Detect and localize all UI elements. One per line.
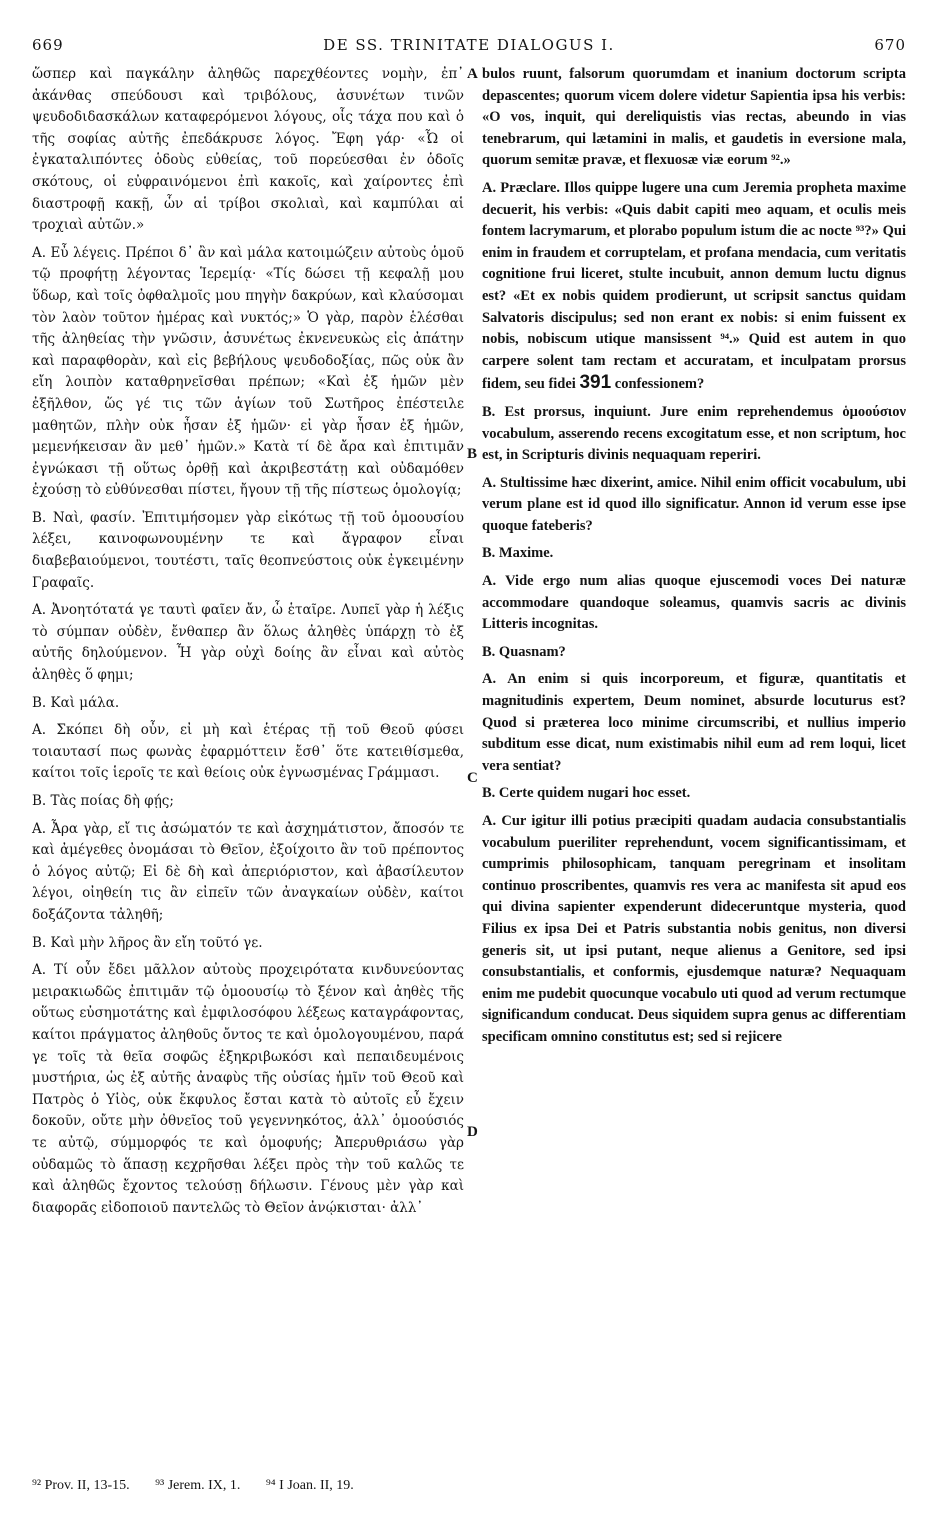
running-header [32,36,906,58]
page-number-left: 669 [32,36,64,54]
latin-paragraph: B. Quasnam? [482,643,566,660]
footnote: ⁹⁴ I Joan. II, 19. [265,1478,354,1493]
page-number-right: 670 [874,36,906,54]
section-marker-d: D [467,1124,478,1140]
latin-paragraph: B. Est prorsus, inquiunt. Jure enim reprehendemus ὁμοούσιον vocabulum, asserendo recens excogitatum esse, et non scriptum, hoc est, in Scripturis divinis nequaquam reperiri. [482,403,906,464]
section-marker-c: C [467,770,478,786]
latin-paragraph: A. Vide ergo num alias quoque ejuscemodi voces Dei naturæ accommodare quandoque soleamus, quamvis sacris ac divinis Litteris incognitas. [482,573,906,633]
latin-paragraph-text: A. Præclare. Illos quippe lugere una cum Jeremia propheta maxime decuerit, his verbis: «Quis dabit capiti meo aquam, et oculis meis fontem lacrymarum, et plorabo populum istum die ac nocte ⁹³?» Qui enim in fraudem et corruptelam, et profana mendacia, cum veritatis cognitione frui liceret, stulte incubuit, annon demum luctu dignus est? «Et ex nobis quidem prodierunt, ut scripsit sanctus quidam Salvatoris discipulus; sed non erant ex nobis: si enim fuissent ex nobis, nobiscum utique mansissent ⁹⁴.» Quid est autem in quo carpere solent tam rectam et accuratam, et inculpatam prorsus fidem, seu fidei [482,179,906,393]
greek-paragraph: Α. Ἀνοητότατά γε ταυτὶ φαῖεν ἄν, ὦ ἑταῖρε. Λυπεῖ γὰρ ἡ λέξις τὸ σύμπαν οὐδὲν, ἔνθαπερ ἂν ὅλως ἀληθὲς ὑπάρχῃ τὸ ἐξ αὐτῆς δηλούμενον. Ἦ γὰρ οὐχὶ δοίης ἂν εἶναι καὶ αὐτὸς ἀληθὲς ὅ φημι; [32,602,464,684]
greek-column [32,64,464,1225]
section-marker-a: A [467,66,478,82]
latin-paragraph: B. Maxime. [482,545,554,562]
greek-paragraph: ὥσπερ καὶ παγκάλην ἀληθῶς παρεχθέοντες νομὴν, ἐπ᾽ ἀκάνθας σπεύδουσι καὶ τριβόλους, ἀσυνέτων τινῶν ψευδοδιδασκάλων καταφερόμενοι λόγους, οἷς τάχα που καὶ ὁ τῆς σοφίας αὐτῆς ἐπεδάκρυσε λόγος. Ἔφη γάρ· «Ὦ οἱ ἐγκαταλιπόντες ὁδοὺς εὐθείας, τοῦ πορεύεσθαι ἐν ὁδοῖς σκότους, οἱ εὐφραινόμενοι ἐπὶ κακοῖς, καὶ χαίροντες ἐπὶ διαστροφῇ κακῇ, ὧν αἱ τρίβοι σκολιαὶ, καὶ καμπύλαι αἱ τροχιαὶ αὐτῶν.» [32,66,464,234]
footnotes [32,1478,906,1494]
greek-paragraph: Α. Σκόπει δὴ οὖν, εἰ μὴ καὶ ἑτέρας τῇ τοῦ Θεοῦ φύσει τοιαυτασί πως φωνὰς ἐφαρμόττειν ἔσθ᾽ ὅτε κατειθίσμεθα, καίτοι τοῖς ἱεροῖς τε καὶ θείοις οὐκ ἐγνωσμένας Γράμμασι. [32,722,464,782]
latin-paragraph: A. Stultissime hæc dixerint, amice. Nihil enim officit vocabulum, ubi verum plane est id quod illo significatur. Annon id verum esse ipse quoque fateberis? [482,474,906,534]
latin-paragraph: bulos ruunt, falsorum quorumdam et inanium doctorum scripta depascentes; quorum vicem dolere videtur Sapientia ipsa his verbis: «O vos, inquit, qui dereliquistis vias rectas, abeundo in vias tenebrarum, qui lætamini in malis, et gaudetis in eversione mala, quorum semitæ pravæ, et flexuosæ viæ eorum ⁹².» [482,66,906,169]
greek-paragraph: Β. Τὰς ποίας δὴ φῄς; [32,793,174,809]
latin-paragraph [482,178,906,396]
greek-paragraph: Β. Ναὶ, φασίν. Ἐπιτιμήσομεν γὰρ εἰκότως τῇ τοῦ ὁμοουσίου λέξει, καινοφωνουμένην τε καὶ ἄγραφον εἶναι διαβεβαιούμενοι, τουτέστι, ταῖς θεοπνεύστοις οὐκ ἐγκειμένην Γραφαῖς. [32,509,464,591]
section-marker-b: B [467,446,478,462]
latin-paragraph: A. An enim si quis incorporeum, et figuræ, quantitatis et magnitudinis expertem, Deum nominet, absurde locuturus est? Quod si præterea loco minime circumscribi, et nullius imperio subditum esse dicat, num existimabis nihil eum ad rem loqui, licet vera sentiat? [482,671,906,774]
greek-paragraph: Β. Καὶ μὴν λῆρος ἂν εἴη τοῦτό γε. [32,934,263,951]
footnote: ⁹² Prov. II, 13-15. [32,1478,130,1493]
latin-column [482,64,906,1055]
greek-paragraph: Α. Τί οὖν ἔδει μᾶλλον αὐτοὺς προχειρότατα κινδυνεύοντας μειρακιωδῶς ἐπιτιμᾶν τῷ ὁμοουσίῳ τὸ ξένον καὶ ἀηθὲς τῆς οὕτως εὐσημοτάτης καὶ ἐμφιλοσόφου λέξεως καταγράφοντας, καίτοι πράγματος ἀληθοῦς ὄντος τε καὶ ὁμολογουμένου, παρά γε τοῖς τὰ θεῖα σοφῶς ἐξηκριβωκόσι καὶ πεπαιδευμένοις μυστήρια, ὡς ἐξ αὐτῆς ἀναφὺς τῆς οὐσίας ἡμῖν τοῦ Θεοῦ καὶ Πατρὸς ὁ Υἱὸς, οὐκ ἔκφυλος ἔσται κατὰ τὸ αὐτοῖς εὖ ἔχειν δοκοῦν, οὔτε μὴν ὀθνεῖος τοῦ γεγεννηκότος, ἀλλ᾽ ὁμοούσιός τε αὐτῷ, σύμμορφός τε καὶ ὁμοφυής; Ἀπερυθριάσω γὰρ οὐδαμῶς τὸ ἅπασῃ κεχρῆσθαι λέξει πρὸς τὴν τοῦ καλῶς τε καὶ ἀληθῶς ἔχοντος τελούσῃ δήλωσιν. Γένους μὲν γὰρ καὶ διαφορᾶς εἰδοποιοῦ παντελῶς τὸ Θεῖον ἀνῴκισται· ἀλλ᾽ [32,962,464,1216]
greek-paragraph: Α. Εὖ λέγεις. Πρέποι δ᾽ ἂν καὶ μάλα κατοιμώζειν αὐτοὺς ὁμοῦ τῷ προφήτῃ λέγοντας Ἱερεμίᾳ· «Τίς δώσει τῇ κεφαλῇ μου ὕδωρ, καὶ τοῖς ὀφθαλμοῖς μου πηγὴν δακρύων, καὶ κλαύσομαι τὸν λαὸν τοῦτον ἡμέρας καὶ νυκτός;» Ὁ γὰρ, παρὸν ἑλέσθαι τῆς ἀληθείας τὴν γνῶσιν, ἀσυνέτως ἐκνενευκὼς εἰς ἀπάτην καὶ παραφθορὰν, καὶ εἰς βεβήλους ψευδοδοξίας, πῶς οὐκ ἂν εἴη λοιπὸν καταθρηνεῖσθαι πρέπων; «Καὶ ἐξ ἡμῶν μὲν ἐξῆλθον, ὥς γέ τις τῶν ἁγίων τοῦ Σωτῆρος ἐπέστειλε μαθητῶν, πλὴν οὐκ ἦσαν ἐξ ἡμῶν· εἰ γὰρ ἦσαν ἐξ ἡμῶν, μεμενήκεισαν ἂν μεθ᾽ ἡμῶν.» Κατὰ τί δὲ ἄρα καὶ ἐπιτιμᾶν ἐγνώκασι τῇ οὕτως ὀρθῇ καὶ ἀκριβεστάτῃ καὶ οὐδαμόθεν ἐχούσῃ τὸ εὐθύνεσθαι πίστει, ἤγουν τῇ τῆς πίστεως ὁμολογίᾳ; [32,244,464,499]
column-number: 391 [579,372,612,394]
greek-paragraph: Β. Καὶ μάλα. [32,694,120,711]
greek-paragraph: Α. Ἆρα γὰρ, εἴ τις ἀσώματόν τε καὶ ἀσχημάτιστον, ἄποσόν τε καὶ ἀμέγεθες ὀνομάσαι τὸ Θεῖον, ἐξοίχοιτο ἂν τοῦ πρέποντος ὁ λόγος αὐτῷ; Εἰ δὲ δὴ καὶ ἀπεριόριστον, καὶ ἀβασίλευτον λέγοι, οἰηθείη τις ἂν εἰπεῖν τῶν ἀναγκαίων οὐδὲν, καίτοι δοξάζοντα τἀληθῆ; [32,820,464,923]
latin-paragraph-text: confessionem? [614,376,705,393]
footnote: ⁹³ Jerem. IX, 1. [155,1478,241,1493]
latin-paragraph: A. Cur igitur illi potius præcipiti quadam audacia consubstantialis vocabulum pueriliter reprehendunt, vocem significantissimam, et cumprimis philosophicam, tanquam peregrinam et insolitam continuo proscribentes, quamvis res vera ac manifesta sit apud eos qui divina sapienter expenderunt dideceruntque mysteria, quod Filius ex ipsa Dei et Patris substantia nobis genitus, non diversi generis sit, ut ipsi putant, neque alienus a Genitore, sed ipsi consubstantialis, et conformis, ejusdemque naturæ? Nequaquam enim me pudebit quocunque vocabulo uti quod ad verum rectumque significandum conducat. Deus siquidem supra genus ac differentiam specificam omnino constitutus est; sed si rejicere [482,813,906,1045]
running-title: DE SS. TRINITATE DIALOGUS I. [323,36,615,54]
latin-paragraph: B. Certe quidem nugari hoc esset. [482,785,691,802]
